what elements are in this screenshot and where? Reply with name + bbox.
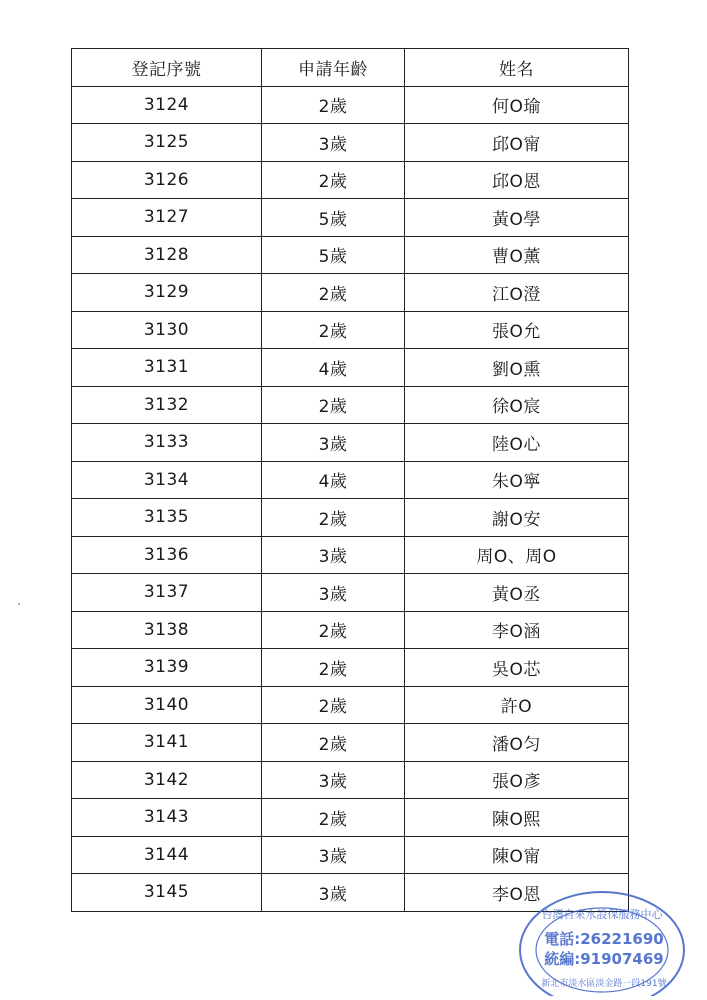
table-row: [72, 311, 629, 349]
table-row: [72, 461, 629, 499]
cell-name: 劉O熏: [405, 349, 629, 387]
cell-serial-number: 3142: [72, 761, 262, 799]
cell-serial-number: 3136: [72, 536, 262, 574]
cell-serial-number: 3131: [72, 349, 262, 387]
cell-name: 黃O丞: [405, 574, 629, 612]
table-row: [72, 574, 629, 612]
cell-name: 何O瑜: [405, 86, 629, 124]
table-row: [72, 386, 629, 424]
cell-name: 吳O芯: [405, 649, 629, 687]
cell-serial-number: 3134: [72, 461, 262, 499]
table-row: [72, 649, 629, 687]
table-row: [72, 499, 629, 537]
cell-serial-number: 3138: [72, 611, 262, 649]
cell-serial-number: 3130: [72, 311, 262, 349]
table-row: [72, 836, 629, 874]
table-row: [72, 199, 629, 237]
scan-speck: [18, 603, 20, 605]
cell-name: 黃O學: [405, 199, 629, 237]
cell-name: 許O: [405, 686, 629, 724]
cell-serial-number: 3145: [72, 874, 262, 912]
cell-serial-number: 3125: [72, 124, 262, 162]
cell-application-age: 3歲: [262, 124, 405, 162]
table-row: [72, 161, 629, 199]
cell-name: 邱O甯: [405, 124, 629, 162]
cell-serial-number: 3127: [72, 199, 262, 237]
cell-application-age: 3歲: [262, 874, 405, 912]
table-row: [72, 236, 629, 274]
cell-application-age: 3歲: [262, 836, 405, 874]
cell-application-age: 2歲: [262, 386, 405, 424]
cell-serial-number: 3135: [72, 499, 262, 537]
seal-top-text: 台灣自來水設保服務中心: [541, 908, 663, 921]
cell-application-age: 4歲: [262, 349, 405, 387]
cell-serial-number: 3124: [72, 86, 262, 124]
cell-name: 李O涵: [405, 611, 629, 649]
table-header-row: [72, 49, 629, 87]
cell-name: 周O、周O: [405, 536, 629, 574]
table-row: [72, 761, 629, 799]
cell-name: 徐O宸: [405, 386, 629, 424]
cell-name: 邱O恩: [405, 161, 629, 199]
cell-application-age: 3歲: [262, 536, 405, 574]
table-row: [72, 274, 629, 312]
cell-application-age: 2歲: [262, 86, 405, 124]
cell-application-age: 2歲: [262, 274, 405, 312]
cell-serial-number: 3143: [72, 799, 262, 837]
cell-application-age: 2歲: [262, 161, 405, 199]
header-serial-number: 登記序號: [72, 49, 262, 87]
cell-name: 陳O熙: [405, 799, 629, 837]
cell-name: 張O彥: [405, 761, 629, 799]
cell-serial-number: 3128: [72, 236, 262, 274]
cell-application-age: 4歲: [262, 461, 405, 499]
header-application-age: 申請年齡: [262, 49, 405, 87]
seal-tax-id-text: 統編:91907469: [544, 950, 664, 968]
cell-application-age: 2歲: [262, 499, 405, 537]
cell-name: 陳O甯: [405, 836, 629, 874]
cell-serial-number: 3132: [72, 386, 262, 424]
seal-phone-text: 電話:26221690: [544, 930, 664, 948]
cell-name: 張O允: [405, 311, 629, 349]
cell-name: 曹O薰: [405, 236, 629, 274]
cell-name: 朱O寧: [405, 461, 629, 499]
table-row: [72, 349, 629, 387]
cell-serial-number: 3140: [72, 686, 262, 724]
cell-application-age: 5歲: [262, 236, 405, 274]
table-row: [72, 536, 629, 574]
cell-application-age: 3歲: [262, 761, 405, 799]
cell-serial-number: 3133: [72, 424, 262, 462]
cell-name: 李O恩: [405, 874, 629, 912]
table-row: [72, 611, 629, 649]
cell-name: 江O澄: [405, 274, 629, 312]
cell-application-age: 2歲: [262, 686, 405, 724]
table-row: [72, 424, 629, 462]
cell-application-age: 2歲: [262, 724, 405, 762]
cell-application-age: 5歲: [262, 199, 405, 237]
office-seal-stamp: [512, 888, 692, 996]
cell-serial-number: 3137: [72, 574, 262, 612]
cell-serial-number: 3126: [72, 161, 262, 199]
cell-application-age: 2歲: [262, 649, 405, 687]
seal-address-text: 新北市淡水區淡金路一段191號: [541, 979, 667, 989]
table-row: [72, 799, 629, 837]
cell-serial-number: 3139: [72, 649, 262, 687]
table-row: [72, 724, 629, 762]
cell-application-age: 2歲: [262, 799, 405, 837]
cell-serial-number: 3141: [72, 724, 262, 762]
table-row: [72, 86, 629, 124]
cell-application-age: 3歲: [262, 574, 405, 612]
cell-application-age: 2歲: [262, 311, 405, 349]
table-body: [72, 86, 629, 911]
cell-application-age: 2歲: [262, 611, 405, 649]
header-name: 姓名: [405, 49, 629, 87]
cell-application-age: 3歲: [262, 424, 405, 462]
cell-name: 潘O匀: [405, 724, 629, 762]
table-row: [72, 124, 629, 162]
registration-table: [71, 48, 629, 912]
cell-name: 謝O安: [405, 499, 629, 537]
cell-name: 陸O心: [405, 424, 629, 462]
cell-serial-number: 3129: [72, 274, 262, 312]
cell-serial-number: 3144: [72, 836, 262, 874]
table-row: [72, 686, 629, 724]
